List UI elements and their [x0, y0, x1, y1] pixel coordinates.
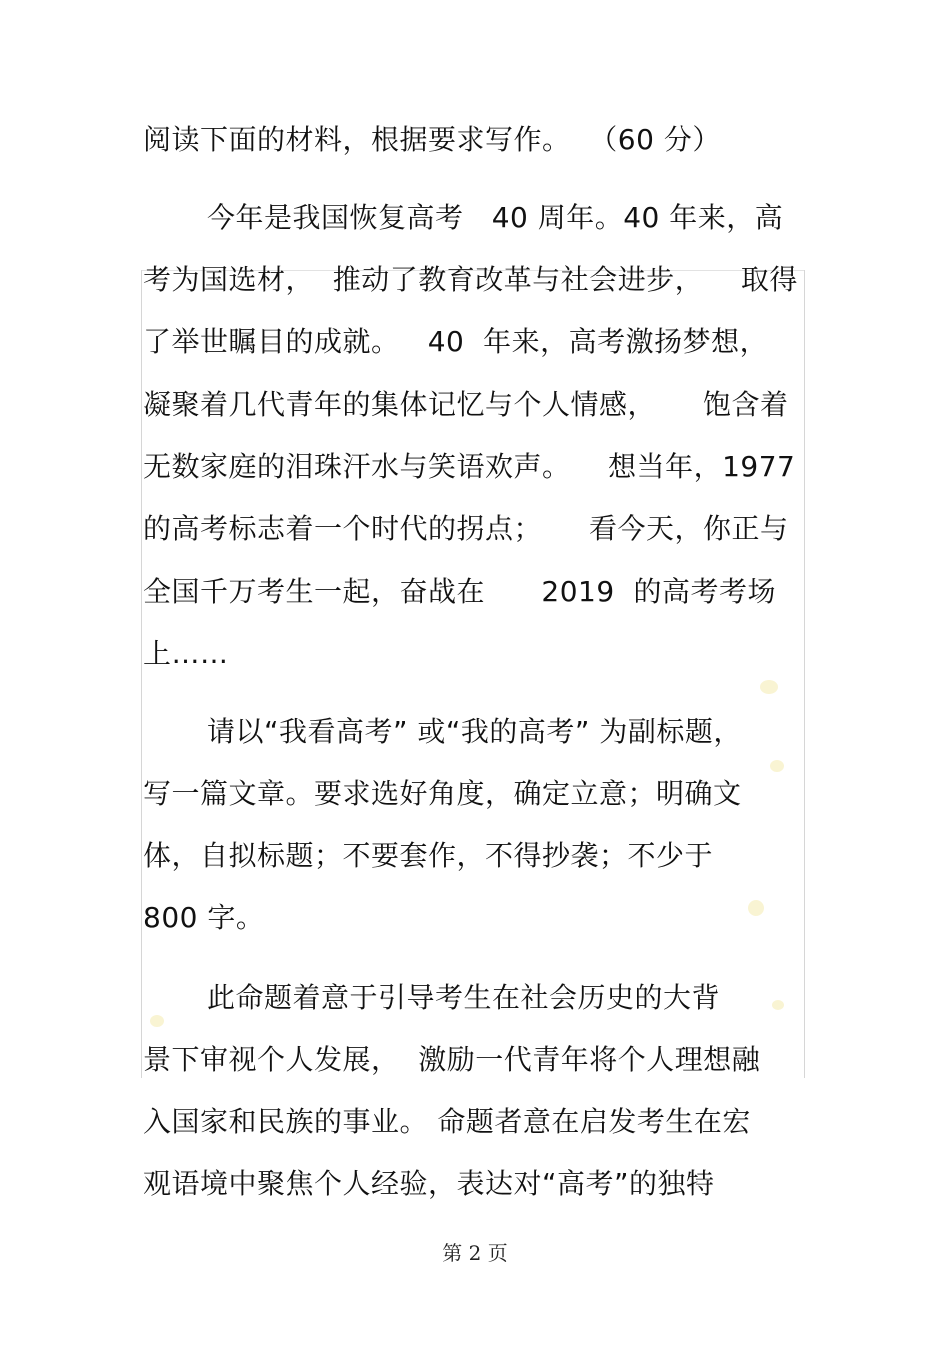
watermark-dot	[770, 760, 784, 772]
paragraph-line: 入国家和民族的事业。 命题者意在启发考生在宏	[143, 1105, 751, 1138]
paragraph-line: 考为国选材， 推动了教育改革与社会进步， 取得	[143, 263, 798, 296]
paragraph-line: 观语境中聚焦个人经验，表达对“高考”的独特	[143, 1167, 715, 1200]
paragraph-line: 无数家庭的泪珠汗水与笑语欢声。 想当年，1977	[143, 450, 796, 483]
scan-frame-right	[804, 270, 805, 1078]
paragraph-line: 上……	[143, 637, 229, 670]
watermark-dot	[760, 680, 778, 694]
paragraph-line: 全国千万考生一起，奋战在 2019 的高考考场	[143, 575, 776, 608]
watermark-dot	[150, 1015, 164, 1027]
scan-frame-left	[141, 270, 142, 1078]
instruction-line: 阅读下面的材料，根据要求写作。 （60 分）	[143, 123, 721, 156]
paragraph-line: 景下审视个人发展， 激励一代青年将个人理想融	[143, 1043, 761, 1076]
watermark-dot	[772, 1000, 784, 1010]
paragraph-line: 体，自拟标题；不要套作，不得抄袭；不少于	[143, 839, 714, 872]
watermark-dot	[748, 900, 764, 916]
paragraph-line: 写一篇文章。要求选好角度，确定立意；明确文	[143, 777, 742, 810]
paragraph-line: 800 字。	[143, 901, 265, 934]
paragraph-line: 凝聚着几代青年的集体记忆与个人情感， 饱含着	[143, 388, 789, 421]
paragraph-line: 此命题着意于引导考生在社会历史的大背	[207, 981, 721, 1014]
paragraph-line: 今年是我国恢复高考 40 周年。40 年来，高	[207, 201, 784, 234]
paragraph-line: 了举世瞩目的成就。 40 年来，高考激扬梦想，	[143, 325, 769, 358]
page-number: 第 2 页	[442, 1241, 508, 1265]
paragraph-line: 请以“我看高考” 或“我的高考” 为副标题，	[207, 715, 742, 748]
paragraph-line: 的高考标志着一个时代的拐点； 看今天，你正与	[143, 512, 789, 545]
